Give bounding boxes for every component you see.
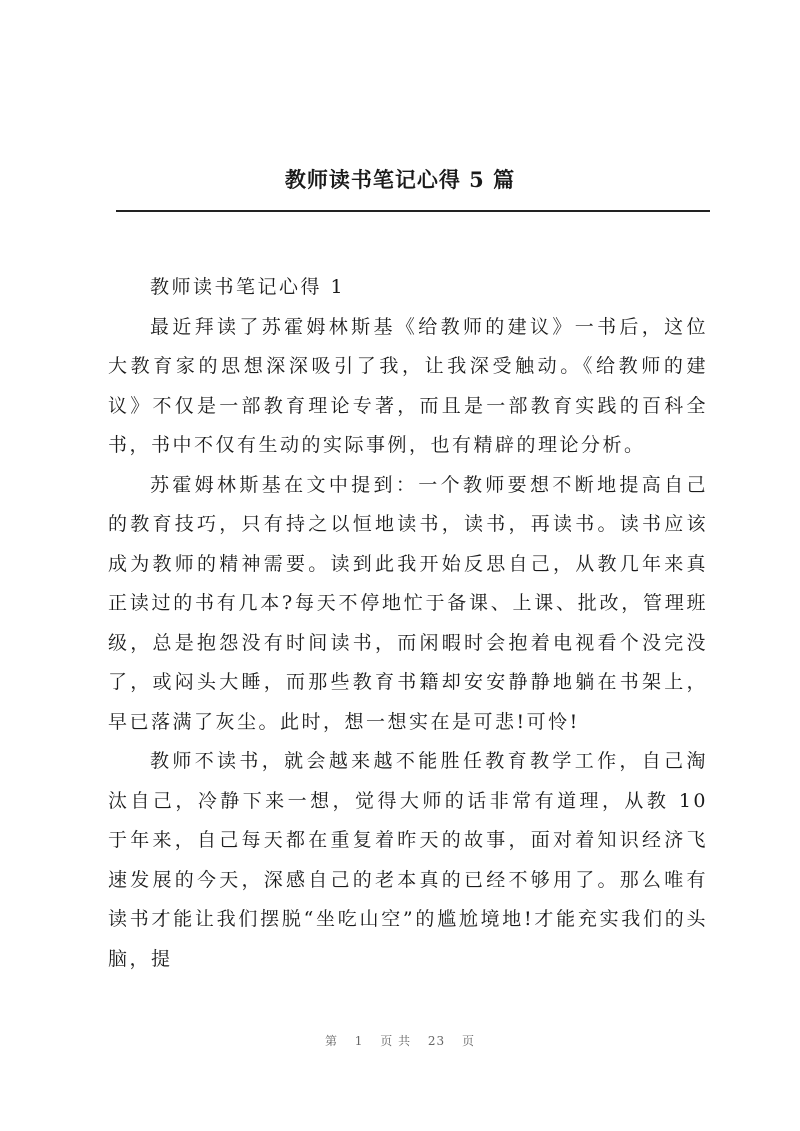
page-footer	[0, 1032, 800, 1049]
body-paragraph: 苏霍姆林斯基在文中提到：一个教师要想不断地提高自己的教育技巧，只有持之以恒地读书，读书，再读书。读书应该成为教师的精神需要。读到此我开始反思自己，从教几年来真正读过的书有几本?每天不停地忙于备课、上课、批改，管理班级，总是抱怨没有时间读书，而闲暇时会抱着电视看个没完没了，或闷头大睡，而那些教育书籍却安安静静地躺在书架上，早已落满了灰尘。此时，想一想实在是可悲!可怜!	[108, 473, 708, 733]
title-divider	[116, 210, 710, 212]
total-pages-number: 23	[427, 1034, 446, 1048]
page-label-prefix: 第	[324, 1034, 338, 1048]
page-label-suffix: 页	[462, 1034, 476, 1048]
section-heading: 教师读书笔记心得 1	[150, 276, 346, 298]
body-paragraph: 教师不读书，就会越来越不能胜任教育教学工作，自己淘汰自己，冷静下来一想，觉得大师的话非常有道理，从教 10 于年来，自己每天都在重复着昨天的故事，面对着知识经济飞速发展的今天，深感自己的老本真的已经不够用了。那么唯有读书才能让我们摆脱“坐吃山空”的尴尬境地!才能充实我们的头脑，提	[108, 750, 708, 970]
page-label-mid: 页 共	[380, 1034, 412, 1048]
document-body	[108, 268, 708, 979]
current-page-number: 1	[354, 1034, 364, 1048]
document-title: 教师读书笔记心得 5 篇	[284, 167, 516, 192]
body-paragraph: 最近拜读了苏霍姆林斯基《给教师的建议》一书后，这位大教育家的思想深深吸引了我，让我深受触动。《给教师的建议》不仅是一部教育理论专著，而且是一部教育实践的百科全书，书中不仅有生动的实际事例，也有精辟的理论分析。	[108, 315, 708, 456]
